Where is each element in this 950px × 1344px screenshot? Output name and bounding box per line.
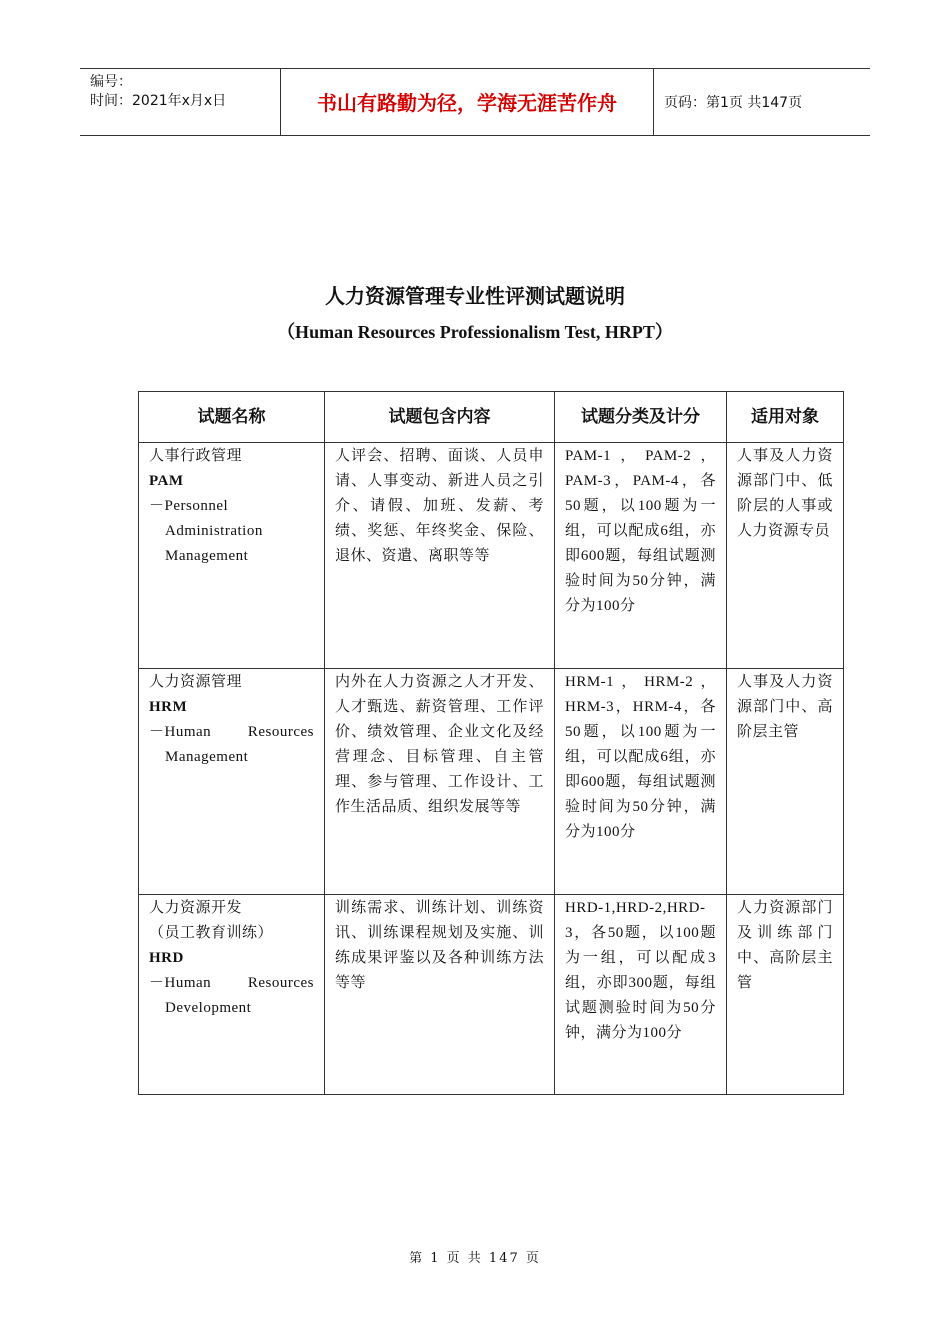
test-description-table [138, 391, 844, 1095]
test-name-cn: 人事行政管理 [149, 448, 243, 464]
test-content-cell: 人评会、招聘、面谈、人员申请、人事变动、新进人员之引介、请假、加班、发薪、考绩、奖惩、年终奖金、保险、退休、资遣、离职等等 [325, 443, 555, 669]
table-row [139, 669, 844, 895]
header-test-scoring: 试题分类及计分 [555, 392, 727, 443]
test-name-cn-sub: （员工教育训练） [149, 925, 274, 941]
table-row [139, 895, 844, 1095]
test-name-en: －Human Resources Management [149, 724, 314, 765]
header-motto: 书山有路勤为径，学海无涯苦作舟 [281, 69, 654, 135]
test-content-cell: 内外在人力资源之人才开发、人才甄选、薪资管理、工作评价、绩效管理、企业文化及经营理念、目标管理、自主管理、参与管理、工作设计、工作生活品质、组织发展等等 [325, 669, 555, 895]
test-name-cell [139, 669, 325, 895]
test-name-en: －Personnel Administration Management [149, 498, 263, 564]
test-scoring-cell: HRM-1，HRM-2，HRM-3，HRM-4，各50题，以100题为一组，可以配成6组，亦即600题，每组试题测验时间为50分钟，满分为100分 [555, 669, 727, 895]
test-target-cell: 人力资源部门及训练部门中、高阶层主管 [727, 895, 844, 1095]
document-title: 人力资源管理专业性评测试题说明 [325, 284, 625, 308]
header-target: 适用对象 [727, 392, 844, 443]
document-subtitle: （Human Resources Professionalism Test, HRPT） [277, 322, 673, 342]
test-name-cn: 人力资源开发 [149, 900, 243, 916]
test-code: PAM [149, 473, 184, 489]
header-page-code: 页码：第1页 共147页 [664, 95, 803, 111]
test-code: HRD [149, 950, 184, 966]
test-name-cell [139, 895, 325, 1095]
header-test-name: 试题名称 [139, 392, 325, 443]
test-scoring-cell: PAM-1，PAM-2，PAM-3，PAM-4，各50题，以100题为一组，可以配成6组，亦即600题，每组试题测验时间为50分钟，满分为100分 [555, 443, 727, 669]
test-scoring-cell: HRD-1,HRD-2,HRD-3，各50题，以100题为一组，可以配成3组，亦即300题，每组试题测验时间为50分钟，满分为100分 [555, 895, 727, 1095]
test-target-cell: 人事及人力资源部门中、高阶层主管 [727, 669, 844, 895]
page-footer: 第 1 页 共 147 页 [409, 1251, 541, 1266]
test-name-en: －Human Resources Development [149, 975, 314, 1016]
header-meta [80, 69, 281, 135]
test-target-cell: 人事及人力资源部门中、低阶层的人事或人力资源专员 [727, 443, 844, 669]
test-code: HRM [149, 699, 188, 715]
page-header [80, 68, 870, 136]
test-name-cn: 人力资源管理 [149, 674, 243, 690]
table-header-row [139, 392, 844, 443]
test-name-cell [139, 443, 325, 669]
table-row [139, 443, 844, 669]
test-content-cell: 训练需求、训练计划、训练资讯、训练课程规划及实施、训练成果评鉴以及各种训练方法等等 [325, 895, 555, 1095]
time-label: 时间：2021年x月x日 [90, 93, 227, 109]
number-label: 编号： [90, 74, 132, 90]
header-test-content: 试题包含内容 [325, 392, 555, 443]
